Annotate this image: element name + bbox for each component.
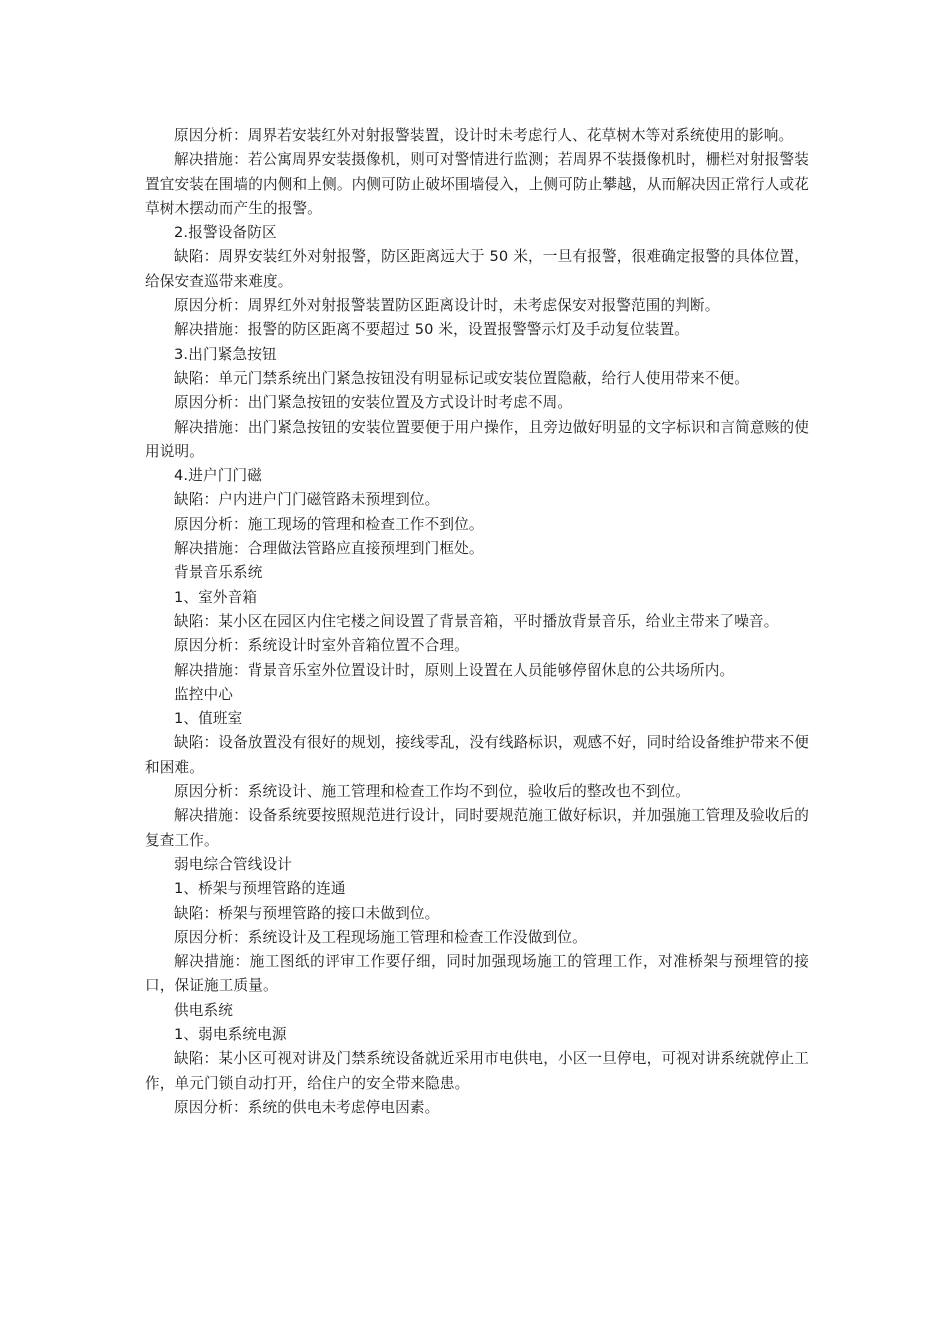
section-heading: 1、弱电系统电源 [174,1025,287,1043]
paragraph: 解决措施：若公寓周界安装摄像机，则可对警情进行监测；若周界不装摄像机时，栅栏对射报警装置宜安装在围墙的内侧和上侧。内侧可防止破坏围墙侵入，上侧可防止攀越，从而解决因正常行人或花草树木摆动而产生的报警。 [145,151,809,217]
section-heading: 2.报警设备防区 [174,224,277,242]
paragraph: 解决措施：背景音乐室外位置设计时，原则上设置在人员能够停留休息的公共场所内。 [174,661,735,679]
chapter-heading: 弱电综合管线设计 [174,855,292,873]
section-heading: 4.进户门门磁 [174,467,262,485]
paragraph: 原因分析：出门紧急按钮的安装位置及方式设计时考虑不周。 [174,394,573,412]
section-heading: 1、室外音箱 [174,588,258,606]
paragraph: 缺陷：设备放置没有很好的规划，接线零乱，没有线路标识，观感不好，同时给设备维护带来不便和困难。 [145,734,809,776]
paragraph: 缺陷：单元门禁系统出门紧急按钮没有明显标记或安装位置隐蔽，给行人使用带来不便。 [174,369,750,387]
paragraph: 缺陷：周界安装红外对射报警，防区距离远大于 50 米，一旦有报警，很难确定报警的具体位置，给保安查巡带来难度。 [145,248,809,290]
paragraph: 缺陷：户内进户门门磁管路未预埋到位。 [174,491,440,509]
paragraph: 解决措施：设备系统要按照规范进行设计，同时要规范施工做好标识，并加强施工管理及验收后的复查工作。 [145,807,809,849]
section-heading: 1、桥架与预埋管路的连通 [174,880,346,898]
paragraph: 原因分析：系统设计时室外音箱位置不合理。 [174,637,469,655]
paragraph: 解决措施：合理做法管路应直接预埋到门框处。 [174,540,484,558]
section-heading: 1、值班室 [174,710,243,728]
chapter-heading: 监控中心 [174,685,233,703]
paragraph: 原因分析：系统的供电未考虑停电因素。 [174,1098,440,1116]
paragraph: 原因分析：周界红外对射报警装置防区距离设计时，未考虑保安对报警范围的判断。 [174,297,720,315]
paragraph: 解决措施：出门紧急按钮的安装位置要便于用户操作，且旁边做好明显的文字标识和言简意赅的使用说明。 [145,418,809,460]
paragraph: 缺陷：桥架与预埋管路的接口未做到位。 [174,904,440,922]
chapter-heading: 供电系统 [174,1001,233,1019]
paragraph: 缺陷：某小区可视对讲及门禁系统设备就近采用市电供电，小区一旦停电，可视对讲系统就停止工作，单元门锁自动打开，给住户的安全带来隐患。 [145,1050,809,1092]
paragraph: 解决措施：报警的防区距离不要超过 50 米，设置报警警示灯及手动复位装置。 [174,321,689,339]
chapter-heading: 背景音乐系统 [174,564,263,582]
document-body [145,124,809,1120]
paragraph: 原因分析：周界若安装红外对射报警装置，设计时未考虑行人、花草树木等对系统使用的影响。 [174,127,794,144]
paragraph: 缺陷：某小区在园区内住宅楼之间设置了背景音箱，平时播放背景音乐，给业主带来了噪音。 [174,612,779,630]
paragraph: 解决措施：施工图纸的评审工作要仔细，同时加强现场施工的管理工作，对准桥架与预埋管的接口，保证施工质量。 [145,953,809,995]
paragraph: 原因分析：系统设计、施工管理和检查工作均不到位，验收后的整改也不到位。 [174,783,691,801]
section-heading: 3.出门紧急按钮 [174,345,277,363]
paragraph: 原因分析：施工现场的管理和检查工作不到位。 [174,515,484,533]
paragraph: 原因分析：系统设计及工程现场施工管理和检查工作没做到位。 [174,928,587,946]
